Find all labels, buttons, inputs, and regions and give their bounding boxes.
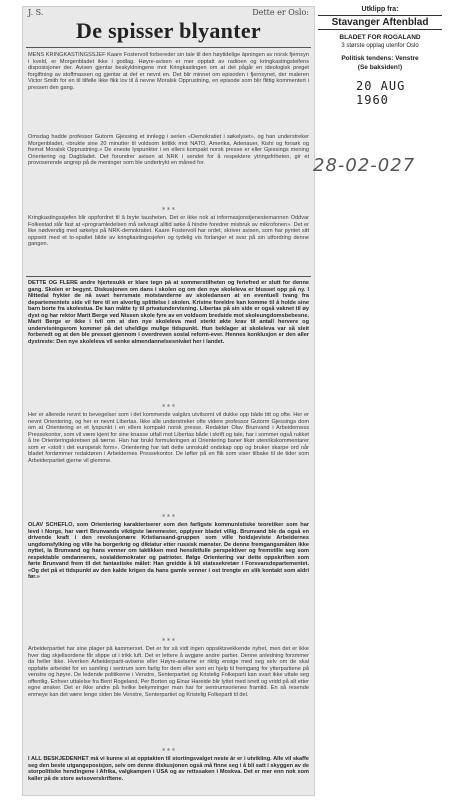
section-divider: * * * <box>162 638 175 645</box>
section-divider: * * * <box>162 514 175 521</box>
headline: De spisser blyanter <box>76 18 261 43</box>
section-divider: * * * <box>162 404 175 411</box>
paragraph-2: Omsdag hadde professor Gutorm Gjessing et innlegg i serien «Demokratiet i søkelyset», og han understreker Morgenbladet, «brukte sine 20 minutter til voldsom kritikk mot NATO, Amerika, Adenauer, Kishi og forsøk og fremst Moralsk Opprustning.» De eneste lyspunkter i en ellers kompakt norsk presse er eller Gjessings mening Orientering og Dagbladet. Det forundrer avisen at NRK i sendet for å respektere ytringsfriheten, gir et provoserende angrep på de meninger som ble undertrykt en måned for. <box>28 134 309 166</box>
clipping-stamp <box>318 6 442 156</box>
paragraph-7: Arbeiderpartiet har sine plager på kammerset. Det er for så vidt ingen oppsiktsvekkende nyhet, men det er ikke hver dag skjellsordene får slippe ut i trikk luft. Det er lettere å avgjøre andre partier. Denne anledning forsmmer da heller ikke. Hverken Arbeiderparti-avisene eller Høyre-avisene er riktig ensige med seg selv om de skal oppfatte arbeidet for en samling i sentrum som farlig for dem eller som en hjelp til fremgang for ytterpartiene på venstre og høyre. De ledende politikerne i Venstre, Senterpartiet og Kristelig Folkeparti kan svart ikke uttale seg offentlig. Enhver uttalelse fra Bent Rogeland, Per Borten og Einar Hareide blir lyttet med ivrett og vridd på alt etter egne ønsker. Det er ikke andre på hvilke bekymringer man har for sentrumsorienes framtid. En så resende enmeye kan det være lenge siden ble Venstre, Senterpartiet og Kristelig Folkeparti til del. <box>28 646 309 698</box>
stamp-newspaper-name: Stavanger Aftenblad <box>318 15 442 30</box>
section-rule <box>26 276 311 277</box>
stamp-political-tendency: Politisk tendens: Venstre <box>341 55 419 62</box>
paragraph-5: Her er allerede nevnt to bevegelser som i det kommende valgårs utvilsomt vil dukke opp både titt og ofte. Her er nevnt Orientering, og her er nevnt Libertas. Ikke alle understreker ofte videre professor Gutorm Gjessings dom om at Orientering er et lyspunkt i en ellers kompakt norsk presse. Redaktør Olav Brunvand i Arbeiderness Pressekontor, som vil være kjent for sine knasse utfall mot Libertas både i skrift og tale, har i sommer også rukket å tre Orienteringskretsen på tærne. Han har brukt formuleringen at Orientering baner likør utenrikskommentarer som er «stolt i det europeisk form». Orientering har tatt dette unnskuld ondskap opp og bruker skarpe ord når bladet fordømmer redaktøren i Arbeidernes Pressekontor. De løfter på en flik som viser tilbake til de tider som Arbeiderpartiet gjerne vil glemme. <box>28 412 309 464</box>
paragraph-6: OLAV SCHEFLO, som Orientering karakteriserer som den farligste kommunistiske teoretiker som har levd i Norge, har vært Brunvands viktigste læremester, opplyser bladet villig. Brunvand ble da også en drivende kraft i den revolusjonære Kristiansand-gruppen som ville hoidsjeviste Arbeidernes ungdomsfylking og ville ha borgerkrig og diktatur etter russisk mønster. De denne fremgangsmåten ikke nyttet, la Brunvand og hans venner om taktikken med hensiktfulle perspektiver og fremstille seg som respektable omdanneres, sosialdemokrater og patrioter. Ifølge Orientering var dette oppskriften som førte Brunvand frem til det fantastiske målet: Han greidde å bli statssekretær i Forsvarsdepartementet. «Og det på et tidspunkt av den kalde krigen da hans gamle venner i ost trengte en slik kontakt som aldri før.» <box>28 522 309 580</box>
paragraph-3: Kringkastingssjefen blir oppfordret til å bryte tausheten. Det er ikke nok at informasjonstjenestemannen Oddvar Folkestad slår fast at «programledelsen må selvsagt alltid søke å hindre foredrer misbruk av mikrofonen». Det er like nødvendig med søkelys på NRK-demokratiet. Kaare Fostervoll har ordet, skriver avisen, som har pyntet sitt oppsett med et to-spaltet bilde av kringkastingssjefen og tydelig vis forlanger et svar på sin utfordring denne gangen. <box>28 215 309 247</box>
clipping-header <box>26 8 311 18</box>
paragraph-8: I ALL BESKJEDENHET må vi kunne si at opptakten til stortingsvalget neste år er i utvikling. Alle vil skaffe seg den beste utgangsposisjon, selv om denne diskusjonen også må finne seg i å bli satt i skyggen av de storpolitiske hendingene i Afrika, valgkampen i USA og av rettssaken i Moskva. Det er mer enn nok som kaller på de store avisoverskriftene. <box>28 756 309 782</box>
paragraph-1: MENS KRINGKASTINGSSJEF Kaare Fostervoll forbereder sin tale til den høytidelige åpningen av norsk fjernsyn i kveld, er Morgenbladet ikke i godlag. Høyre-avisen er mer opptatt av radioen og kringkastingsleifens disposisjoner der. Avisen gjentar beskyldningene mot Kringkastingen om at det pågår en ideologisk preget forgiftning av stoffmassen og gjentar at det er nevnt en. Det blir minnet om episoden i fjernsynet, der maleren Victor Smith for en til tilfelle ikke fikk lov til å nevne Moralsk Opprustning, en episode som blir flittig kommentert i pressen den gang. <box>28 52 309 91</box>
stamp-date: 20 AUG 1960 <box>356 79 406 107</box>
stamp-region: BLADET FOR ROGALAND <box>339 34 421 41</box>
header-initials: J. S. <box>28 8 44 17</box>
section-divider: * * * <box>162 748 175 755</box>
handwritten-reference: 28-02-027 <box>313 155 416 176</box>
stamp-note: (Se baksiden!) <box>357 64 403 71</box>
stamp-source-label: Utklipp fra: <box>361 6 399 13</box>
newspaper-clipping <box>22 6 315 796</box>
header-column-name: Dette er Oslo: <box>252 8 309 17</box>
section-divider: * * * <box>162 207 175 214</box>
headline-rule <box>26 47 311 48</box>
stamp-circulation: 3 største opplag utenfor Oslo <box>341 43 419 49</box>
paragraph-4: DETTE OG FLERE andre hjertesukk er klare tegn på at sommerstilheten og feriefred er slutt for denne gang. Skolen er begynt. Diskusjonen om dans i skolen og om den nye skoleleva er blusset opp på ny. I Nittedal frykter de nå svart herrsmate motstanderne av skoledansen at en eventuell tvang fra departementets side vil føre til en alvorlig splittelse i skolen. Kristne foreldre kan komme til å holde sine barn borte fra skolestua. De kan måtte ty til privatundervisning. Libertas på sin side er også vaknet til øy dyst og har rektor Marit Berge ved Nissen skole fyre av en voldsom bredside mot skoleungdomsbebesne. Marit Berge er ikke i tvil om at den nye skoleleva med sterkt økte krav til antall hervere og undervisningsrom kommer på det uheldige mulige tidspunkt. Hun beklager at skoleleva var så sleit forberedt og at den ble presset gjennom i overdreven sosial reform-ever. Hennes konklusjon er den aller dystreste: Den nye skoleleva vil senke almendannelsesnivået her i landet. <box>28 280 309 345</box>
